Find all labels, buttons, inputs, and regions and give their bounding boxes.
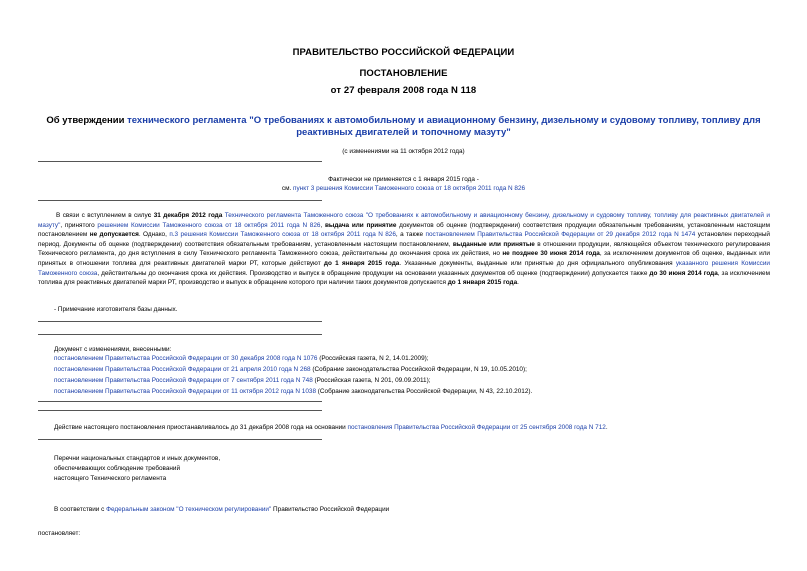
change-item xyxy=(54,365,527,374)
federal-law-link[interactable]: Федеральным законом "О техническом регулировании" xyxy=(106,506,272,513)
amendment-note: (с изменениями на 11 октября 2012 года) xyxy=(342,148,465,155)
government-heading: ПРАВИТЕЛЬСТВО РОССИЙСКОЙ ФЕДЕРАЦИИ xyxy=(292,47,515,58)
divider xyxy=(38,439,322,440)
standards-line-3: настоящего Технического регламента xyxy=(54,475,167,482)
para-bold-date: до 1 января 2015 года xyxy=(323,259,400,267)
status-see: см. xyxy=(281,185,294,192)
divider xyxy=(38,401,322,402)
status-line-2 xyxy=(0,184,807,193)
change-link[interactable]: постановлением Правительства Российской Федерации от 11 октября 2012 года N 1038 xyxy=(54,388,316,395)
decision-826-p3-link[interactable]: п.3 решения Комиссии Таможенного союза от 18 октября 2011 года N 826 xyxy=(169,231,396,239)
para-text: в отношении продукции, являющейся объектом технического регулирования Технического регламента, до дня вступления в силу Технического регламента Таможенного союза, действительны до окончания срока их действия, но xyxy=(38,240,770,258)
para-bold-date: до 30 июня 2014 года xyxy=(649,269,718,277)
para-bold: выдача или принятие xyxy=(324,221,397,229)
standards-line-1: Перечни национальных стандартов и иных документов, xyxy=(54,455,221,462)
para-bold-date: до 1 января 2015 года xyxy=(447,279,518,287)
basis-prefix: В соответствии с xyxy=(54,506,107,513)
resolution-712-link[interactable]: постановления Правительства Российской Федерации от 25 сентября 2008 года N 712 xyxy=(347,424,606,431)
changes-intro: Документ с изменениями, внесенными: xyxy=(54,346,172,353)
title-regulation-link[interactable]: технического регламента "О требованиях к автомобильному и авиационному бензину, дизельному и судовому топливу, топливу для реактивных двигателей и топочному мазуту" xyxy=(127,115,761,138)
para-bold: выданные или принятые xyxy=(452,240,535,248)
change-source: (Собрание законодательства Российской Федерации, N 19, 10.05.2010); xyxy=(310,366,527,373)
change-source: (Российская газета, N 201, 09.09.2011); xyxy=(312,377,431,384)
change-item xyxy=(54,387,532,396)
para-text: , за исключением топлива для реактивных двигателей марки РТ, производство и выпуск в обращение которого при наличии таких документов допускается xyxy=(38,269,770,287)
title-prefix: Об утверждении xyxy=(46,115,128,126)
para-text: , а также xyxy=(395,231,426,239)
customs-decision-link[interactable]: указанного решения Комиссии Таможенного союза xyxy=(38,259,770,277)
document-type: ПОСТАНОВЛЕНИЕ xyxy=(359,68,448,79)
para-text: . Однако, xyxy=(138,231,170,239)
para-text: , xyxy=(320,221,325,229)
change-item xyxy=(54,354,429,363)
change-link[interactable]: постановлением Правительства Российской Федерации от 21 апреля 2010 года N 268 xyxy=(54,366,311,373)
divider xyxy=(38,410,322,411)
change-item xyxy=(54,376,431,385)
producer-note: - Примечание изготовителя базы данных. xyxy=(54,306,178,313)
para-text: . Указанные документы, выданные или принятые до дня официального опубликования xyxy=(399,259,676,267)
status-line-1: Фактически не применяется с 1 января 2015 года - xyxy=(328,176,479,183)
basis-suffix: Правительство Российской Федерации xyxy=(271,506,390,513)
para-text: , за исключением документов об оценке, выданных или принятых в отношении топлива для реактивных двигателей марки РТ, которые действуют xyxy=(38,250,770,267)
document-title xyxy=(38,115,769,139)
para-text: , принятого xyxy=(60,221,98,229)
divider xyxy=(38,161,322,162)
change-source: (Собрание законодательства Российской Федерации, N 43, 22.10.2012). xyxy=(316,388,533,395)
suspension-note xyxy=(54,423,608,432)
para-bold-date: не позднее 30 июня 2014 года xyxy=(502,250,600,258)
divider xyxy=(38,334,322,335)
suspension-end: . xyxy=(605,424,608,431)
status-decision-link[interactable]: пункт 3 решения Комиссии Таможенного союза от 18 октября 2011 года N 826 xyxy=(293,185,526,192)
divider xyxy=(38,200,322,201)
customs-union-regulation-link[interactable]: Технического регламента Таможенного союза "О требованиях к автомобильному и авиационному бензину, дизельному и судовому топливу, топливу для реактивных двигателей и мазуту" xyxy=(38,212,770,229)
transition-paragraph xyxy=(38,211,770,288)
decrees-word: постановляет: xyxy=(38,530,81,537)
para-text: документов об оценке (подтверждении) соответствия продукции обязательным требованиям, установленным настоящим постановлением xyxy=(38,221,770,239)
para-bold: не допускается xyxy=(89,231,139,239)
resolution-1474-link[interactable]: постановлением Правительства Российской Федерации от 29 декабря 2012 года N 1474 xyxy=(425,231,696,239)
suspension-text: Действие настоящего постановления приостанавливалось до 31 декабря 2008 года на основании xyxy=(54,424,348,431)
document-date-number: от 27 февраля 2008 года N 118 xyxy=(330,85,477,96)
para-text: установлен переходный период. Документы об оценке (подтверждении) соответствия обязательным требованиям, установленным настоящим постановлением, xyxy=(38,231,770,248)
change-source: (Российская газета, N 2, 14.01.2009); xyxy=(317,355,429,362)
basis-line xyxy=(54,505,389,514)
standards-line-2: обеспечивающих соблюдение требований xyxy=(54,465,181,472)
para-text: . xyxy=(517,279,519,287)
decision-826-link[interactable]: решением Комиссии Таможенного союза от 18 октября 2011 года N 826 xyxy=(97,221,321,229)
para-text: , действительны до окончания срока их действия. Производство и выпуск в обращение продукции на основании указанных документов об оценке (подтверждении) допускается также xyxy=(97,269,650,277)
para-bold-date: с 31 декабря 2012 года xyxy=(147,212,223,219)
divider xyxy=(38,321,322,322)
change-link[interactable]: постановлением Правительства Российской Федерации от 7 сентября 2011 года N 748 xyxy=(54,377,313,384)
change-link[interactable]: постановлением Правительства Российской Федерации от 30 декабря 2008 года N 1076 xyxy=(54,355,318,362)
para-text: В связи с вступлением в силу xyxy=(56,212,148,219)
